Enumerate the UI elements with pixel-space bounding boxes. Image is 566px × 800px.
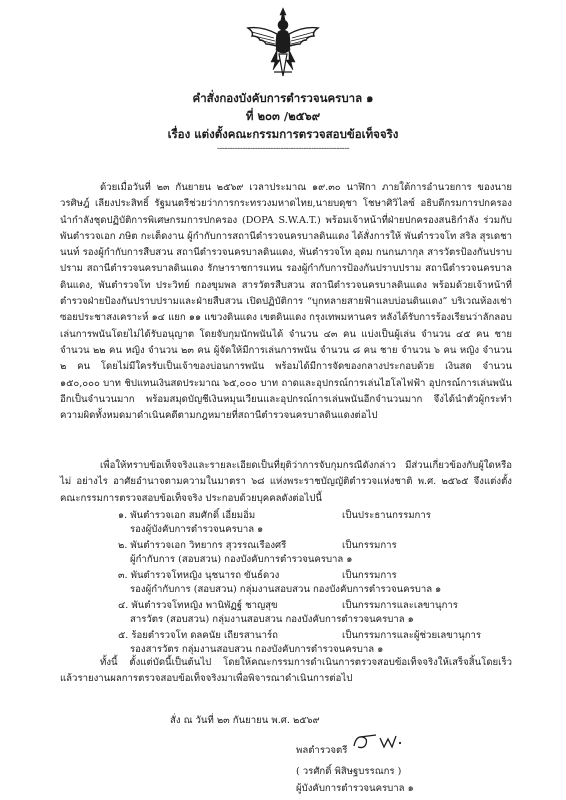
- member-name: ๕. ร้อยตำรวจโท ดลคนัย เถียรสานาร์ถ: [118, 630, 278, 641]
- member-name: ๒. พันตำรวจเอก วิทยากร สุวรรณเรืองศรี: [118, 540, 287, 551]
- member-name: ๔. พันตำรวจโทหญิง พานิพัฏฐ์ ชาญสุข: [118, 600, 278, 611]
- paragraph-background: ด้วยเมื่อวันที่ ๒๓ กันยายน ๒๕๖๙ เวลาประมาณ ๑๙.๓๐ นาฬิกา ภายใต้การอำนวยการ ของนายวรศิษฎ์ เลียงประสิทธิ์ รัฐมนตรีช่วยว่าการกระทรวงมหาดไทย,นายบดุชา โชษาศิวิไลซ์ อธิบดีกรมการปกครอง นำกำลังชุดปฏิบัติการพิเศษกรมการปกครอง (DOPA S.W.A.T.) พร้อมเจ้าหน้าที่ฝ่ายปกครองสนธิกำลัง ร่วมกับพันตำรวจเอก ภษิต กะเต็ดงาน ผู้กำกับการสถานีตำรวจนครบาลดินแดง ได้สั่งการให้ พันตำรวจโท สริล สุรเดชานนท์ รองผู้กำกับการสืบสวน สถานีตำรวจนครบาลดินแดง, พันตำรวจโท อุดม กนกนภากุล สารวัตรป้องกันปราบปราม สถานีตำรวจนครบาลดินแดง รักษาราชการแทน รองผู้กำกับการป้องกันปราบปราม สถานีตำรวจนครบาลดินแดง, พันตำรวจโท ประวิทย์ กองขุมพล สารวัตรสืบสวน สถานีตำรวจนครบาลดินแดง พร้อมด้วยเจ้าหน้าที่ตำรวจฝ่ายป้องกันปราบปรามและฝ่ายสืบสวน เปิดปฏิบัติการ “บุกทลายสายฟ้าแลบบ่อนดินแดง” บริเวณห้องเช่าซอยประชาสงเคราะห์ ๑๔ แยก ๑๑ แขวงดินแดง เขตดินแดง กรุงเทพมหานคร หลังได้รับการร้องเรียนว่าลักลอบเล่นการพนันโดยไม่ได้รับอนุญาต โดยจับกุมนักพนันได้ จำนวน ๔๓ คน แบ่งเป็นผู้เล่น จำนวน ๔๕ คน ชาย จำนวน ๒๒ คน หญิง จำนวน ๒๓ คน ผู้จัดให้มีการเล่นการพนัน จำนวน ๘ คน ชาย จำนวน ๖ คน หญิง จำนวน ๒ คน โดยไม่มีใครรับเป็นเจ้าของบ่อนการพนัน พร้อมได้มีการจัดของกลางประกอบด้วย เงินสด จำนวน ๑๕๐,๐๐๐ บาท ชิปแทนเงินสดประมาณ ๖๕,๐๐๐ บาท ถาดและอุปกรณ์การเล่นไฮโลไฟฟ้า อุปกรณ์การเล่นพนันอีกเป็นจำนวนมาก พร้อมสมุดบัญชีเงินหมุนเวียนและอุปกรณ์การเล่นพนันอีกจำนวนมาก จึงได้นำตัวผู้กระทำความผิดทั้งหมดมาดำเนินคดีตามกฎหมายที่สถานีตำรวจนครบาลดินแดงต่อไป: [60, 182, 512, 422]
- member-role: เป็นกรรมการ: [342, 570, 397, 581]
- order-title: คำสั่งกองบังคับการตำรวจนครบาล ๑: [192, 91, 374, 105]
- order-date: สั่ง ณ วันที่ ๒๓ กันยายน พ.ศ. ๒๕๖๙: [170, 715, 320, 726]
- member-position: รองสารวัตร กลุ่มงานสอบสวน กองบังคับการตำรวจนครบาล ๑: [130, 644, 384, 655]
- committee-member: [118, 628, 518, 658]
- member-role: เป็นกรรมการและผู้ช่วยเลขานุการ: [342, 630, 482, 641]
- member-name: ๓. พันตำรวจโทหญิง นุชนารถ ขันธ์ดวง: [118, 570, 280, 581]
- committee-member-list: [118, 508, 518, 658]
- separator-line: ----------------------------------------------------: [216, 144, 350, 154]
- order-subject: เรื่อง แต่งตั้งคณะกรรมการตรวจสอบข้อเท็จจริง: [167, 127, 399, 141]
- garuda-emblem-icon: [244, 6, 322, 82]
- member-position: สารวัตร (สอบสวน) กลุ่มงานสอบสวน กองบังคับการตำรวจนครบาล ๑: [130, 614, 414, 625]
- member-position: ผู้กำกับการ (สอบสวน) กองบังคับการตำรวจนครบาล ๑: [130, 554, 353, 565]
- member-role: เป็นกรรมการและเลขานุการ: [342, 600, 458, 611]
- handwritten-signature-icon: [350, 732, 408, 752]
- member-name: ๑. พันตำรวจเอก สมศักดิ์ เอี่ยมอิ่ม: [118, 510, 256, 521]
- signer-name: ( วรศักดิ์ พิสิษฐบรรณกร ): [296, 766, 402, 777]
- order-number: ที่ ๒๐๓ /๒๕๖๙: [245, 109, 321, 123]
- member-position: รองผู้บังคับการตำรวจนครบาล ๑: [130, 524, 264, 535]
- paragraph-authority: เพื่อให้ทราบข้อเท็จจริงและรายละเอียดเป็นที่ยุติว่าการจับกุมกรณีดังกล่าว มีส่วนเกี่ยวข้องกับผู้ใดหรือไม่ อย่างไร อาศัยอำนาจตามความในมาตรา ๖๘ แห่งพระราชบัญญัติตำรวจแห่งชาติ พ.ศ. ๒๕๖๕ จึงแต่งตั้งคณะกรรมการตรวจสอบข้อเท็จจริง ประกอบด้วยบุคคลดังต่อไปนี้: [60, 460, 512, 504]
- committee-member: [118, 598, 518, 628]
- paragraph-instruction: ทั้งนี้ ตั้งแต่บัดนี้เป็นต้นไป โดยให้คณะกรรมการดำเนินการตรวจสอบข้อเท็จจริงให้เสร็จสิ้นโดยเร็ว แล้วรายงานผลการตรวจสอบข้อเท็จจริงมาเพื่อพิจารณาดำเนินการต่อไป: [60, 657, 512, 685]
- member-role: เป็นกรรมการ: [342, 540, 397, 551]
- signer-rank: พลตำรวจตรี: [296, 745, 348, 756]
- signer-position: ผู้บังคับการตำรวจนครบาล ๑: [296, 783, 414, 794]
- member-role: เป็นประธานกรรมการ: [342, 510, 431, 521]
- committee-member: [118, 508, 518, 538]
- committee-member: [118, 568, 518, 598]
- committee-member: [118, 538, 518, 568]
- member-position: รองผู้กำกับการ (สอบสวน) กลุ่มงานสอบสวน กองบังคับการตำรวจนครบาล ๑: [130, 584, 442, 595]
